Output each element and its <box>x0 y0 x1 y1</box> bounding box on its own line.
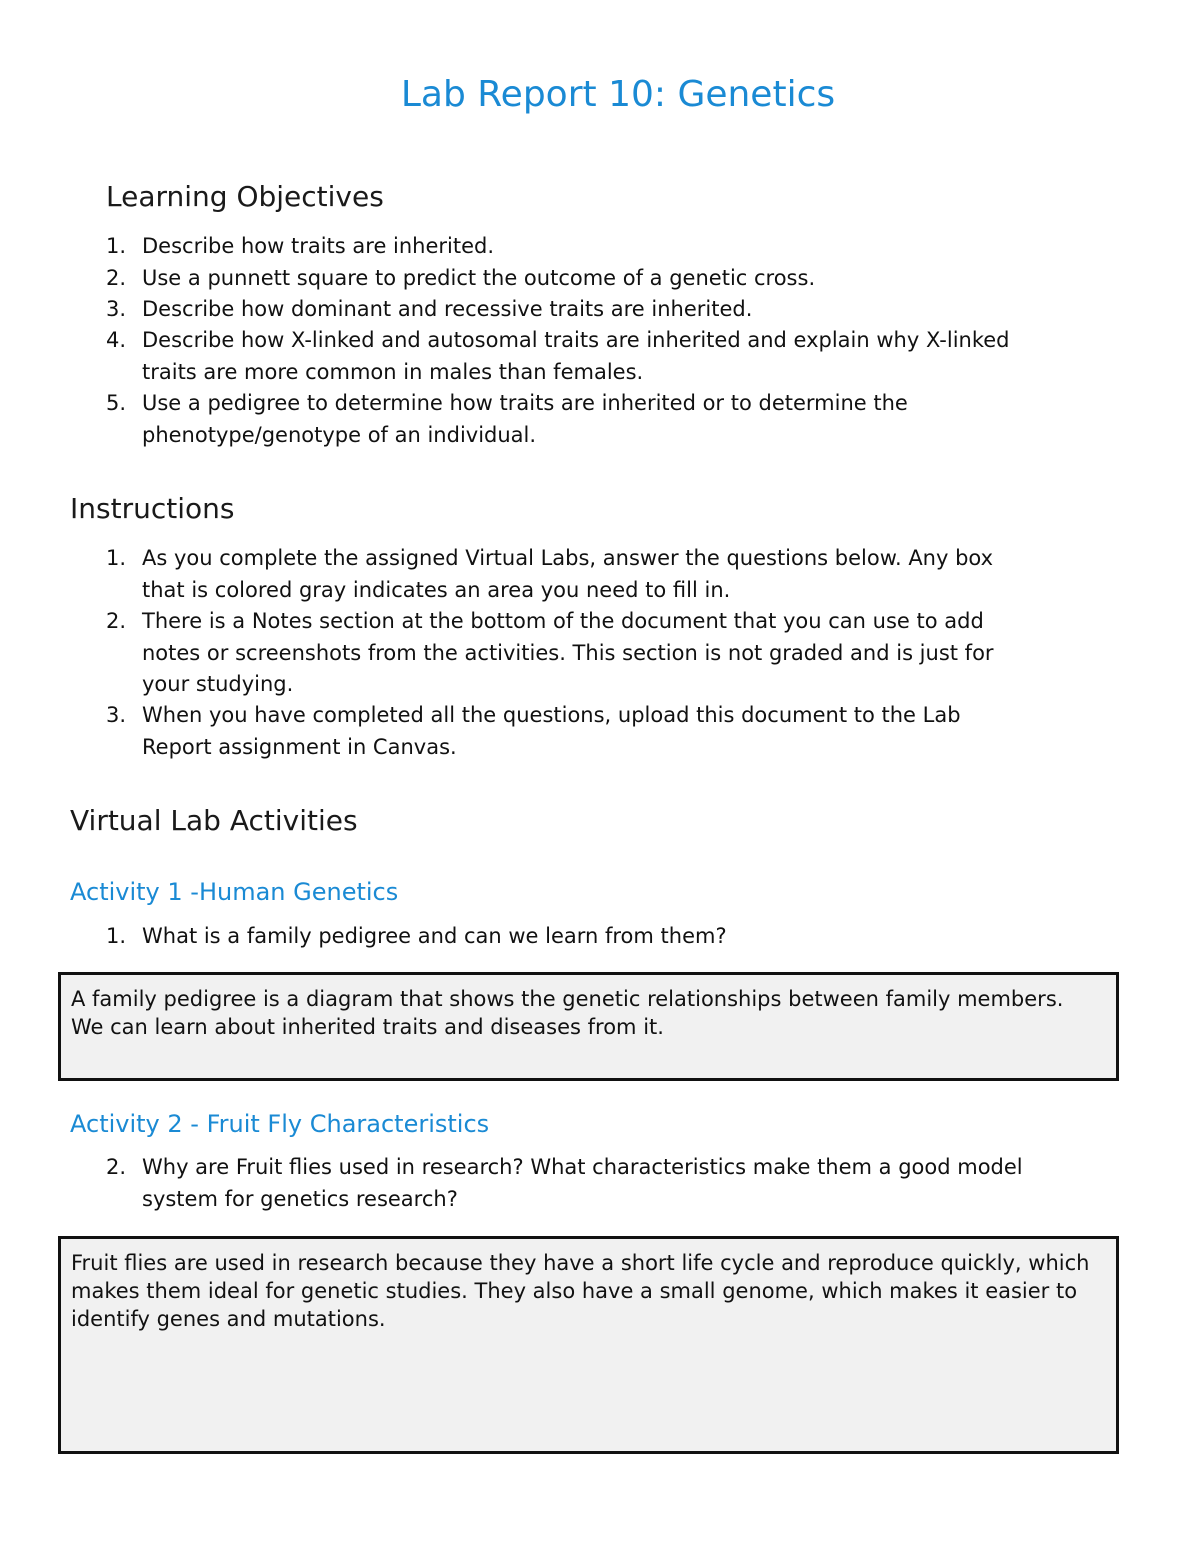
list-number: 2. <box>106 266 127 290</box>
instructions-heading: Instructions <box>70 492 235 525</box>
list-text: As you complete the assigned Virtual Labs, answer the questions below. Any box <box>142 546 994 570</box>
list-number: 2. <box>106 609 127 633</box>
answer-text[interactable]: A family pedigree is a diagram that shows the genetic relationships between family members. We can learn about inherited traits and diseases from it. <box>71 987 1064 1039</box>
list-text: Describe how traits are inherited. <box>142 234 495 258</box>
activity-1-heading: Activity 1 -Human Genetics <box>70 878 399 906</box>
list-number: 3. <box>106 297 127 321</box>
question-text: What is a family pedigree and can we learn from them? <box>142 924 727 948</box>
list-number: 1. <box>106 546 127 570</box>
list-text: notes or screenshots from the activities. This section is not graded and is just for <box>142 641 994 665</box>
list-text: traits are more common in males than females. <box>142 360 644 384</box>
virtual-lab-heading: Virtual Lab Activities <box>70 804 358 837</box>
answer-box-1[interactable] <box>58 972 1119 1081</box>
list-text: When you have completed all the questions, upload this document to the Lab <box>142 703 961 727</box>
list-text: Use a punnett square to predict the outcome of a genetic cross. <box>142 266 816 290</box>
list-text: your studying. <box>142 672 294 696</box>
list-text: Describe how X-linked and autosomal traits are inherited and explain why X-linked <box>142 328 1010 352</box>
list-number: 3. <box>106 703 127 727</box>
answer-box-2[interactable] <box>58 1236 1119 1454</box>
list-text: Use a pedigree to determine how traits are inherited or to determine the <box>142 391 908 415</box>
activity-2-heading: Activity 2 - Fruit Fly Characteristics <box>70 1110 490 1138</box>
list-text: There is a Notes section at the bottom of the document that you can use to add <box>142 609 984 633</box>
learning-objectives-heading: Learning Objectives <box>106 180 384 213</box>
question-number: 2. <box>106 1155 127 1179</box>
list-text: that is colored gray indicates an area you need to fill in. <box>142 578 731 602</box>
list-text: phenotype/genotype of an individual. <box>142 423 537 447</box>
page-title: Lab Report 10: Genetics <box>400 74 836 115</box>
question-text: system for genetics research? <box>142 1187 458 1211</box>
answer-text[interactable]: Fruit flies are used in research because they have a short life cycle and reproduce quickly, which makes them ideal for genetic studies. They also have a small genome, which makes it easier to identify genes and mutations. <box>71 1251 1090 1331</box>
question-number: 1. <box>106 924 127 948</box>
list-text: Report assignment in Canvas. <box>142 735 457 759</box>
list-text: Describe how dominant and recessive traits are inherited. <box>142 297 753 321</box>
list-number: 1. <box>106 234 127 258</box>
question-text: Why are Fruit flies used in research? What characteristics make them a good model <box>142 1155 1023 1179</box>
list-number: 5. <box>106 391 127 415</box>
list-number: 4. <box>106 328 127 352</box>
